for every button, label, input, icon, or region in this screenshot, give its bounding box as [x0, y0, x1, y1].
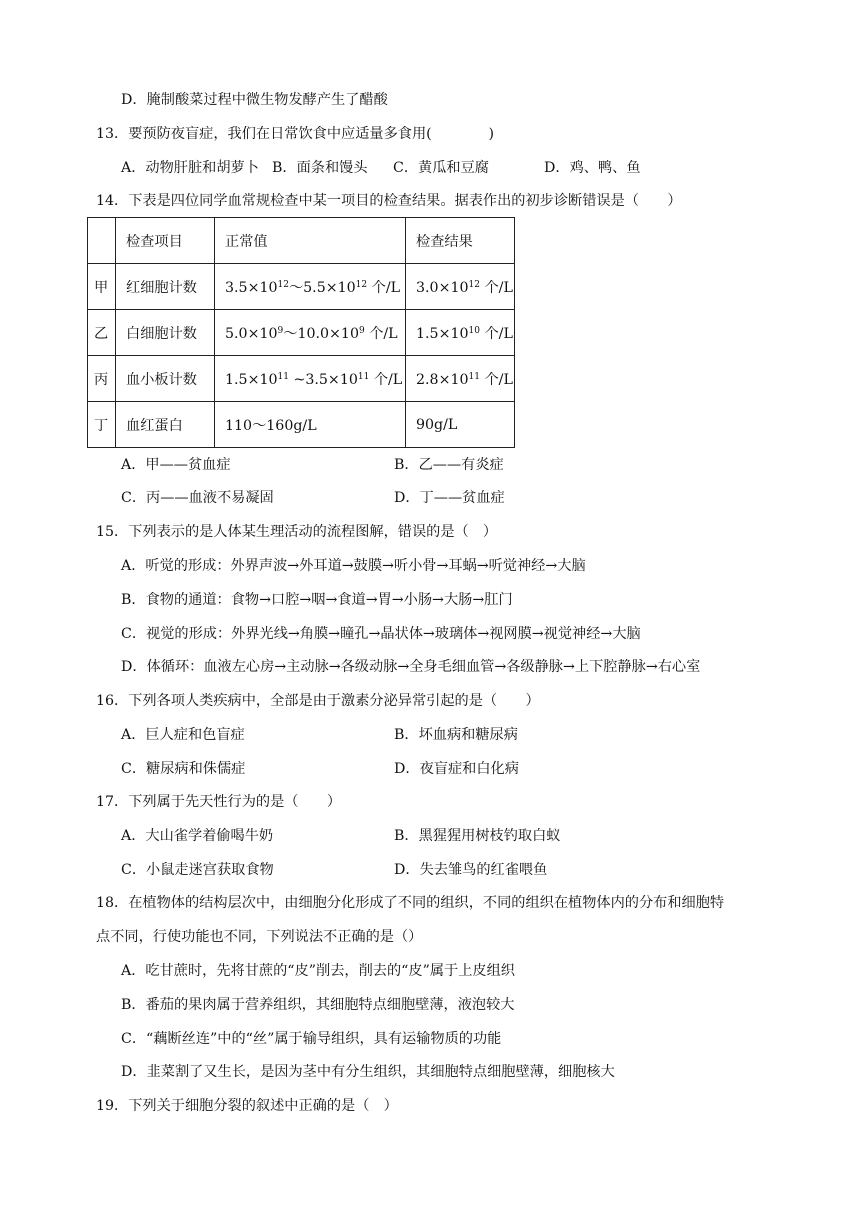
q16-option-c: C．糖尿病和侏儒症: [121, 761, 246, 777]
q16-option-b: B．坏血病和糖尿病: [394, 727, 518, 743]
q15-option-c: C．视觉的形成：外界光线→角膜→瞳孔→晶状体→玻璃体→视网膜→视觉神经→大脑: [121, 626, 641, 642]
row-result: 90g/L: [406, 402, 515, 448]
q17-option-c: C．小鼠走迷宫获取食物: [121, 862, 274, 878]
q16-stem: 16．下列各项人类疾病中，全部是由于激素分泌异常引起的是（ ）: [96, 693, 540, 709]
row-label: 丙: [88, 356, 116, 402]
q17-option-d: D．失去雏鸟的红雀喂鱼: [394, 862, 548, 878]
q14-option-d: D．丁——贫血症: [394, 490, 505, 506]
row-normal: $1.5\times 10^{11}$ $\sim 3.5\times 10^{11}$ 个/L: [215, 356, 406, 402]
q13-option-c: C．黄瓜和豆腐: [393, 160, 489, 176]
q17-option-b: B．黑猩猩用树枝钓取白蚁: [394, 828, 561, 844]
q18-stem-line1: 18．在植物体的结构层次中，由细胞分化形成了不同的组织，不同的组织在植物体内的分布和细胞特: [96, 895, 725, 911]
row-label: 甲: [88, 264, 116, 310]
table-row: [88, 264, 515, 310]
table-header-cell: 检查项目: [116, 218, 215, 264]
q14-option-a: A．甲——贫血症: [121, 457, 231, 473]
q16-option-a: A．巨人症和色盲症: [121, 727, 245, 743]
row-result: $2.8\times 10^{11}$ 个/L: [406, 356, 515, 402]
q17-option-a: A．大山雀学着偷喝牛奶: [121, 828, 274, 844]
q18-stem-line2: 点不同，行使功能也不同，下列说法不正确的是（）: [96, 929, 423, 945]
table-header-cell: 检查结果: [406, 218, 515, 264]
q15-option-a: A．听觉的形成：外界声波→外耳道→鼓膜→听小骨→耳蜗→听觉神经→大脑: [121, 558, 586, 574]
q18-option-a: A．吃甘蔗时，先将甘蔗的“皮”削去，削去的“皮”属于上皮组织: [121, 963, 515, 979]
q14-option-b: B．乙——有炎症: [394, 457, 504, 473]
q18-option-c: C．“藕断丝连”中的“丝”属于输导组织，具有运输物质的功能: [121, 1031, 502, 1047]
q16-option-d: D．夜盲症和白化病: [394, 761, 519, 777]
row-result: $1.5\times 10^{10}$ 个/L: [406, 310, 515, 356]
table-row: [88, 402, 515, 448]
q19-stem: 19．下列关于细胞分裂的叙述中正确的是（ ）: [96, 1098, 398, 1114]
row-normal: $3.5\times 10^{12}\sim 5.5\times 10^{12}$ 个/L: [215, 264, 406, 310]
q13-option-a: A．动物肝脏和胡萝卜: [121, 160, 259, 176]
q13-option-b: B．面条和馒头: [272, 160, 368, 176]
table-header-cell: [88, 218, 116, 264]
row-label: 乙: [88, 310, 116, 356]
q15-stem: 15．下列表示的是人体某生理活动的流程图解，错误的是（ ）: [96, 524, 498, 540]
q18-option-d: D．韭菜割了又生长，是因为茎中有分生组织，其细胞特点细胞壁薄，细胞核大: [121, 1064, 615, 1080]
blood-test-table: [87, 217, 515, 448]
row-item: 白细胞计数: [116, 310, 215, 356]
table-header-row: [88, 218, 515, 264]
q13-option-d: D．鸡、鸭、鱼: [544, 160, 641, 176]
q13-stem: 13．要预防夜盲症，我们在日常饮食中应适量多食用( ): [96, 126, 495, 142]
row-normal: 110～160g/L: [215, 402, 406, 448]
row-result: $3.0\times 10^{12}$ 个/L: [406, 264, 515, 310]
row-normal: $5.0\times 10^9\sim 10.0\times 10^9$ 个/L: [215, 310, 406, 356]
table-header-cell: 正常值: [215, 218, 406, 264]
row-label: 丁: [88, 402, 116, 448]
q14-option-c: C．丙——血液不易凝固: [121, 490, 274, 506]
table-row: [88, 356, 515, 402]
q12-option-d: D．腌制酸菜过程中微生物发酵产生了醋酸: [121, 92, 388, 108]
q18-option-b: B．番茄的果肉属于营养组织，其细胞特点细胞壁薄，液泡较大: [121, 997, 515, 1013]
row-item: 血小板计数: [116, 356, 215, 402]
q15-option-d: D．体循环：血液左心房→主动脉→各级动脉→全身毛细血管→各级静脉→上下腔静脉→右心室: [121, 659, 701, 675]
q15-option-b: B．食物的通道：食物→口腔→咽→食道→胃→小肠→大肠→肛门: [121, 592, 513, 608]
q14-stem: 14．下表是四位同学血常规检查中某一项目的检查结果。据表作出的初步诊断错误是（ ）: [96, 193, 682, 209]
q17-stem: 17．下列属于先天性行为的是（ ）: [96, 794, 342, 810]
row-item: 血红蛋白: [116, 402, 215, 448]
table-row: [88, 310, 515, 356]
row-item: 红细胞计数: [116, 264, 215, 310]
